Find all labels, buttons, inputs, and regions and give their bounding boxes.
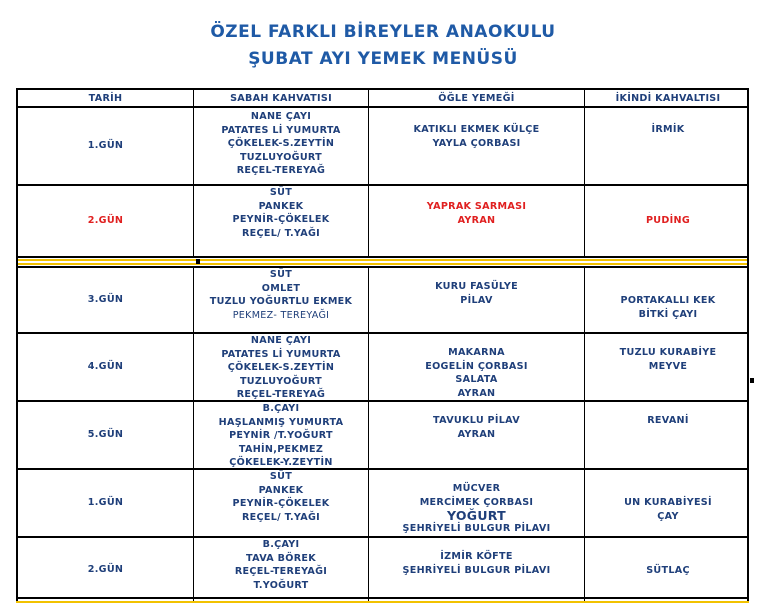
- menu-item: MERCİMEK ÇORBASI: [419, 496, 534, 508]
- menu-item: PEYNİR-ÇÖKELEK: [232, 214, 330, 225]
- menu-item: PATATES Lİ YUMURTA: [221, 124, 341, 136]
- lunch-cell: [369, 186, 585, 256]
- menu-item: YAPRAK SARMASI: [426, 201, 527, 212]
- border-line: [16, 601, 749, 603]
- menu-item: ŞEHRİYELİ BULGUR PİLAVI: [402, 523, 551, 534]
- menu-item: TUZLU YOĞURTLU EKMEK: [209, 296, 353, 307]
- menu-item: KURU FASÜLYE: [435, 281, 518, 292]
- menu-table: [16, 88, 749, 602]
- menu-item: SÜTLAÇ: [646, 565, 690, 576]
- menu-item: REÇEL-TEREYAĞI: [234, 566, 328, 577]
- separator-line: [18, 259, 747, 261]
- menu-item: UN KURABİYESİ: [624, 497, 712, 508]
- menu-item: TUZLUYOĞURT: [239, 375, 323, 387]
- header-lunch: ÖĞLE YEMEĞİ: [369, 90, 585, 106]
- snack-cell: [585, 108, 751, 184]
- menu-item: PUDİNG: [645, 215, 691, 226]
- header-date: TARİH: [18, 90, 194, 106]
- separator-line: [18, 263, 747, 265]
- menu-item: TUZLU KURABİYE: [619, 347, 717, 358]
- menu-item: NANE ÇAYI: [250, 335, 312, 346]
- menu-item: SALATA: [455, 374, 498, 385]
- separator-mark: [196, 259, 200, 264]
- lunch-cell: [369, 334, 585, 400]
- table-header: [16, 88, 749, 108]
- snack-cell: [585, 538, 751, 602]
- day-label: 5.GÜN: [87, 429, 124, 441]
- menu-item: NANE ÇAYI: [250, 111, 312, 122]
- menu-item: MEYVE: [648, 360, 688, 372]
- table-row: [16, 402, 749, 470]
- menu-item: T.YOĞURT: [253, 579, 309, 591]
- menu-item: ŞEHRİYELİ BULGUR PİLAVI: [402, 564, 551, 576]
- menu-item: MÜCVER: [452, 483, 501, 494]
- school-title: ÖZEL FARKLI BİREYLER ANAOKULU: [210, 22, 556, 42]
- table-row: [16, 186, 749, 258]
- day-cell: [18, 268, 194, 332]
- snack-cell: [585, 334, 751, 400]
- lunch-cell: [369, 470, 585, 536]
- day-label: 4.GÜN: [87, 361, 124, 373]
- menu-item: REÇEL/ T.YAĞI: [241, 227, 321, 239]
- menu-item: TUZLUYOĞURT: [239, 151, 323, 163]
- menu-item: REÇEL/ T.YAĞI: [241, 511, 321, 523]
- day-cell: [18, 470, 194, 536]
- day-label: 2.GÜN: [87, 564, 124, 576]
- snack-cell: [585, 186, 751, 256]
- breakfast-cell: [194, 108, 369, 184]
- menu-item: AYRAN: [457, 387, 496, 399]
- menu-item: PATATES Lİ YUMURTA: [221, 348, 341, 360]
- snack-cell: [585, 268, 751, 332]
- header-snack: İKİNDİ KAHVALTISI: [615, 92, 721, 104]
- lunch-cell: [369, 402, 585, 468]
- menu-item: ÇÖKELEK-S.ZEYTİN: [227, 362, 335, 373]
- menu-item: SÜT: [269, 269, 293, 280]
- lunch-cell: [369, 538, 585, 602]
- menu-item: TAVA BÖREK: [246, 552, 316, 564]
- menu-item: OMLET: [261, 282, 301, 294]
- day-label: 1.GÜN: [87, 140, 124, 152]
- table-row: [16, 266, 749, 334]
- menu-item: PANKEK: [258, 484, 304, 496]
- table-row: [16, 538, 749, 602]
- breakfast-cell: [194, 538, 369, 602]
- table-row: [16, 334, 749, 402]
- menu-title: ŞUBAT AYI YEMEK MENÜSÜ: [248, 49, 518, 69]
- menu-item: ÇAY: [657, 510, 679, 522]
- lunch-cell: [369, 268, 585, 332]
- menu-item: ÇÖKELEK-S.ZEYTİN: [227, 138, 335, 149]
- menu-item: REÇEL-TEREYAĞ: [236, 165, 326, 176]
- menu-item: REÇEL-TEREYAĞ: [236, 389, 326, 400]
- menu-item: PANKEK: [258, 200, 304, 212]
- lunch-cell: [369, 108, 585, 184]
- menu-item: MAKARNA: [448, 347, 505, 358]
- day-cell: [18, 402, 194, 468]
- section-separator: [16, 258, 749, 266]
- menu-item: PORTAKALLI KEK: [620, 295, 716, 306]
- menu-item: AYRAN: [457, 214, 496, 226]
- day-cell: [18, 108, 194, 184]
- menu-item: YOĞURT: [446, 508, 507, 523]
- menu-item: BİTKİ ÇAYI: [638, 308, 698, 320]
- menu-item: REVANİ: [647, 415, 689, 426]
- snack-cell: [585, 470, 751, 536]
- day-cell: [18, 334, 194, 400]
- table-row: [16, 108, 749, 186]
- day-label: 1.GÜN: [87, 497, 124, 509]
- menu-item: SÜT: [269, 187, 293, 198]
- snack-cell: [585, 402, 751, 468]
- menu-item: B.ÇAYI: [262, 539, 300, 550]
- day-cell: [18, 186, 194, 256]
- day-label: 3.GÜN: [87, 294, 124, 306]
- border-line: [16, 597, 749, 599]
- menu-item: TAHİN,PEKMEZ: [238, 443, 324, 455]
- menu-item: İZMİR KÖFTE: [440, 551, 513, 562]
- menu-item: B.ÇAYI: [262, 403, 300, 414]
- menu-item: KATIKLI EKMEK KÜLÇE: [413, 124, 540, 135]
- edge-mark: [750, 378, 754, 383]
- breakfast-cell: [194, 470, 369, 536]
- menu-item: PEYNİR-ÇÖKELEK: [232, 498, 330, 509]
- menu-item: PEYNİR /T.YOĞURT: [229, 430, 333, 441]
- header-breakfast: SABAH KAHVATISI: [194, 90, 369, 106]
- breakfast-cell: [194, 402, 369, 468]
- breakfast-cell: [194, 334, 369, 400]
- menu-item: ÇÖKELEK-Y.ZEYTİN: [229, 457, 333, 468]
- menu-item: SÜT: [269, 471, 293, 482]
- menu-item: PİLAV: [460, 294, 493, 306]
- menu-item: AYRAN: [457, 428, 496, 440]
- breakfast-cell: [194, 268, 369, 332]
- menu-item: EOGELİN ÇORBASI: [425, 360, 528, 372]
- menu-item: PEKMEZ- TEREYAĞI: [232, 309, 330, 321]
- menu-item: YAYLA ÇORBASI: [432, 137, 521, 149]
- menu-item: TAVUKLU PİLAV: [433, 415, 520, 426]
- menu-item: HAŞLANMIŞ YUMURTA: [218, 416, 344, 428]
- table-row: [16, 470, 749, 538]
- day-cell: [18, 538, 194, 602]
- menu-item: İRMİK: [651, 124, 685, 135]
- breakfast-cell: [194, 186, 369, 256]
- day-label: 2.GÜN: [87, 215, 124, 227]
- table-bottom-border: [16, 597, 749, 603]
